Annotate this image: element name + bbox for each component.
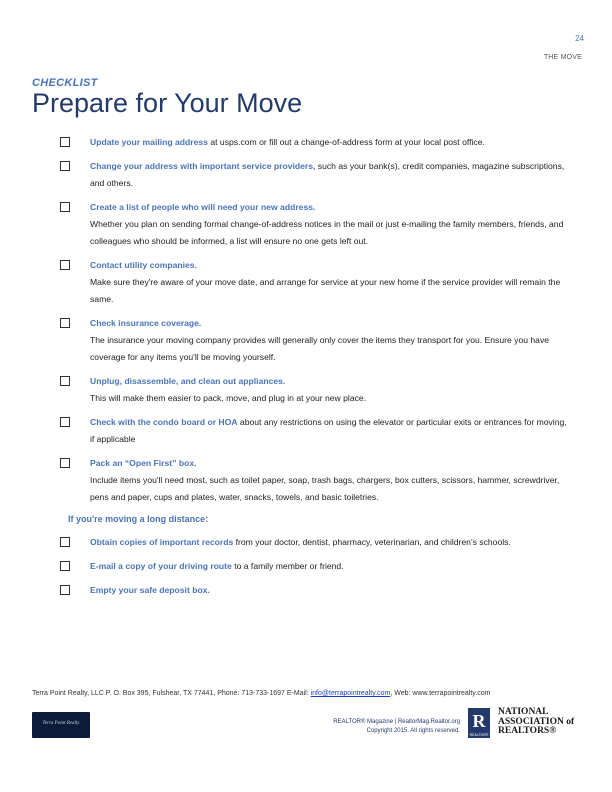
copyright-line-2: Copyright 2015. All rights reserved. <box>366 728 460 734</box>
page-title: Prepare for Your Move <box>32 88 303 118</box>
nar-line-2: ASSOCIATION of <box>498 716 575 727</box>
checkbox[interactable] <box>60 161 70 171</box>
item-text: at usps.com or fill out a change-of-address form at your local post office. <box>207 137 485 147</box>
checklist-item <box>60 534 570 551</box>
checkbox[interactable] <box>60 537 70 547</box>
nar-line-1: NATIONAL <box>498 707 549 717</box>
checkbox[interactable] <box>60 202 70 212</box>
checkbox[interactable] <box>60 417 70 427</box>
checkbox[interactable] <box>60 318 70 328</box>
checklist-item <box>60 455 570 506</box>
checklist-item <box>60 373 570 407</box>
copyright <box>333 718 460 736</box>
item-text: from your doctor, dentist, pharmacy, veterinarian, and children's schools. <box>233 537 511 547</box>
footer-contact-prefix: Terra Point Realty, LLC P. O. Box 395, Fulshear, TX 77441, Phone: 713-733-1697 E-Mail: <box>32 690 311 697</box>
realtor-r-logo <box>468 708 490 738</box>
item-highlight: Update your mailing address <box>90 137 208 147</box>
item-text: Include items you'll need most, such as toilet paper, soap, trash bags, chargers, box cutters, scissors, hammer, screwdriver, pens and paper, cups and plates, water, snacks, towels, and basic toiletries. <box>90 475 560 502</box>
email-link[interactable]: info@terrapointrealty.com <box>310 690 391 697</box>
section-label: THE MOVE <box>543 54 582 61</box>
checklist-item <box>60 414 570 448</box>
item-highlight: Change your address with important service providers, <box>90 161 316 171</box>
checklist-item <box>60 582 570 599</box>
item-text: Make sure they're aware of your move date, and arrange for service at your new home if the service provider will remain the same. <box>90 277 561 304</box>
checklist-eyebrow: CHECKLIST <box>32 77 98 89</box>
checklist-item <box>60 558 570 575</box>
checklist-item <box>60 315 570 366</box>
copyright-line-1: REALTOR® Magazine | RealtorMag.Realtor.org <box>333 719 460 725</box>
checklist <box>60 134 570 599</box>
item-text: such as your bank(s), credit companies, magazine subscriptions, and others. <box>90 161 565 188</box>
item-highlight: Create a list of people who will need your new address. <box>90 202 316 212</box>
item-highlight: Check with the condo board or HOA <box>90 417 238 427</box>
item-highlight: Check insurance coverage. <box>90 318 202 328</box>
item-text: The insurance your moving company provides will generally only cover the items they transport for you. Ensure you have coverage for any items you'll be moving yourself. <box>90 335 550 362</box>
item-text: about any restrictions on using the elevator or particular exits or entrances for moving, if applicable <box>90 417 567 444</box>
checklist-item <box>60 199 570 250</box>
page-number: 24 <box>575 34 584 43</box>
item-highlight: Pack an “Open First” box. <box>90 458 197 468</box>
nar-logo <box>498 708 574 737</box>
checkbox[interactable] <box>60 376 70 386</box>
realtor-r-caption: REALTOR® <box>469 733 489 737</box>
checkbox[interactable] <box>60 458 70 468</box>
realtor-r-letter: R <box>472 711 486 731</box>
item-highlight: Obtain copies of important records <box>90 537 234 547</box>
item-highlight: Unplug, disassemble, and clean out appliances. <box>90 376 286 386</box>
item-highlight: Contact utility companies. <box>90 260 197 270</box>
item-text: This will make them easier to pack, move, and plug in at your new place. <box>90 393 367 403</box>
checkbox[interactable] <box>60 260 70 270</box>
item-highlight: Empty your safe deposit box. <box>90 585 210 595</box>
checklist-item <box>60 257 570 308</box>
checkbox[interactable] <box>60 585 70 595</box>
checklist-item <box>60 158 570 192</box>
checklist-item <box>60 134 570 151</box>
nar-line-3: REALTORS® <box>498 726 557 736</box>
footer-contact <box>32 690 490 697</box>
item-highlight: E-mail a copy of your driving route <box>90 561 232 571</box>
checkbox[interactable] <box>60 561 70 571</box>
long-distance-heading: If you're moving a long distance: <box>68 514 209 524</box>
terra-point-logo-text: Terra Point Realty <box>42 721 80 726</box>
item-text: Whether you plan on sending formal change-of-address notices in the mail or just e-mailing the family members, friends, and colleagues who should be informed, a list will ensure no one gets left out. <box>90 219 564 246</box>
checkbox[interactable] <box>60 137 70 147</box>
terra-point-logo <box>32 712 90 738</box>
footer-contact-suffix: , Web: www.terrapointrealty.com <box>390 690 491 697</box>
item-text: to a family member or friend. <box>231 561 344 571</box>
